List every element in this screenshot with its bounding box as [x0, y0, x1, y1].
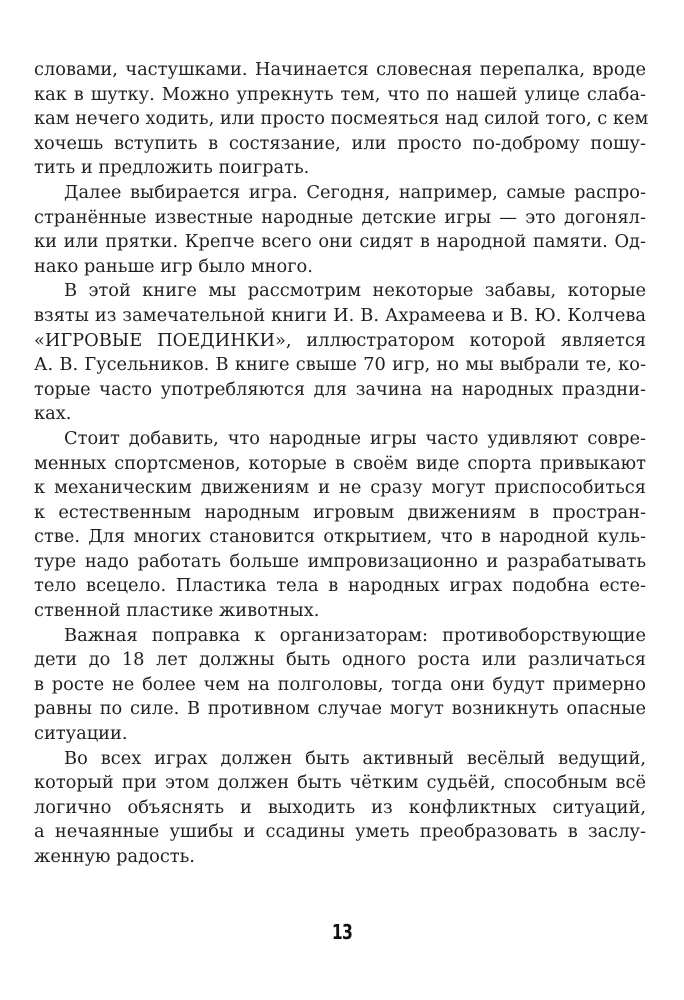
text-line: В этой книге мы рассмотрим некоторые забавы, которые — [64, 280, 646, 302]
paragraph-1 — [34, 58, 649, 181]
text-line: ственной пластике животных. — [34, 600, 320, 622]
text-line: Во всех играх должен быть активный весёлый ведущий, — [64, 747, 646, 769]
text-line: дети до 18 лет должны быть одного роста или различаться — [34, 649, 646, 671]
text-line: к механическим движениям и не сразу могут приспособиться — [34, 477, 646, 499]
text-line: А. В. Гусельников. В книге свыше 70 игр, но мы выбрали те, ко- — [34, 354, 646, 376]
text-line: словами, частушками. Начинается словесная перепалка, вроде — [34, 59, 646, 80]
text-line: логично объяснять и выходить из конфликтных ситуаций, — [34, 796, 646, 818]
text-line: который при этом должен быть чётким судьёй, способным всё — [34, 772, 646, 794]
text-line: как в шутку. Можно упрекнуть тем, что по нашей улице слаба- — [34, 83, 646, 105]
text-line: тить и предложить поиграть. — [34, 157, 310, 179]
text-line: Стоит добавить, что народные игры часто удивляют совре- — [64, 427, 646, 449]
text-line: в росте не более чем на полголовы, тогда они будут примерно — [34, 673, 646, 695]
text-line: странённые известные народные детские игры — это догонял- — [34, 206, 646, 228]
text-line: нако раньше игр было много. — [34, 255, 313, 277]
paragraph-6 — [34, 747, 646, 870]
text-line: Далее выбирается игра. Сегодня, например, самые распро- — [64, 181, 646, 203]
text-line: женную радость. — [34, 846, 195, 867]
text-line: Важная поправка к организаторам: противоборствующие — [64, 624, 646, 646]
text-line: к естественным народным игровым движениям в простран- — [34, 501, 646, 523]
text-line: ситуации. — [34, 723, 128, 745]
body-text — [34, 58, 649, 870]
paragraph-4 — [34, 427, 646, 624]
text-line: стве. Для многих становится открытием, что в народной куль- — [34, 526, 646, 548]
text-line: «ИГРОВЫЕ ПОЕДИНКИ», иллюстратором которой является — [34, 329, 646, 351]
paragraph-2 — [34, 181, 646, 279]
text-line: туре надо работать больше импровизационно и разрабатывать — [34, 550, 646, 572]
paragraph-3 — [34, 279, 646, 427]
text-line: ках. — [34, 403, 72, 425]
text-line: хочешь вступить в состязание, или просто по-доброму пошу- — [34, 132, 646, 154]
text-line: торые часто употребляются для зачина на народных праздни- — [34, 378, 646, 400]
paragraph-5 — [34, 624, 646, 747]
text-line: тело всецело. Пластика тела в народных играх подобна есте- — [34, 575, 646, 597]
text-line: кам нечего ходить, или просто посмеяться над силой того, с кем — [34, 108, 649, 130]
text-line: взяты из замечательной книги И. В. Ахрамеева и В. Ю. Колчева — [34, 304, 646, 326]
text-line: а нечаянные ушибы и ссадины уметь преобразовать в заслу- — [34, 821, 646, 843]
text-line: менных спортсменов, которые в своём виде спорта привыкают — [34, 452, 646, 474]
text-line: равны по силе. В противном случае могут возникнуть опасные — [34, 698, 646, 720]
page-number: 13 — [331, 920, 353, 944]
text-line: ки или прятки. Крепче всего они сидят в народной памяти. Од- — [34, 231, 646, 253]
